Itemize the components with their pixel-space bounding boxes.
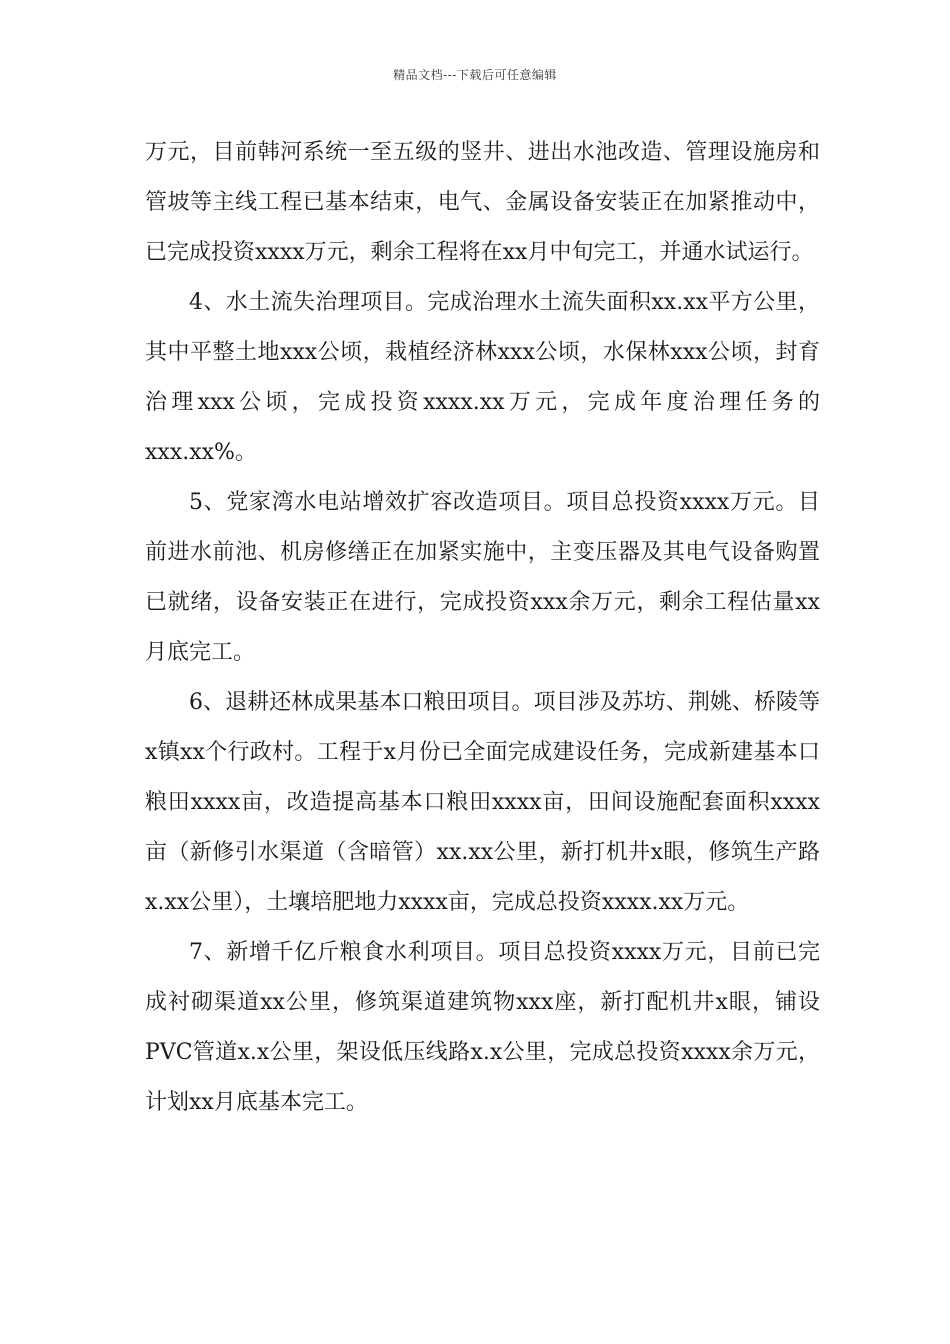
document-body (145, 128, 820, 1128)
page-header: 精品文档---下载后可任意编辑 (393, 68, 557, 82)
paragraph-item-5: 5、党家湾水电站增效扩容改造项目。项目总投资xxxx万元。目前进水前池、机房修缮正在加紧实施中，主变压器及其电气设备购置已就绪，设备安装正在进行，完成投资xxx余万元，剩余工程估量xx月底完工。 (145, 490, 820, 665)
paragraph-item-7: 7、新增千亿斤粮食水利项目。项目总投资xxxx万元，目前已完成衬砌渠道xx公里，修筑渠道建筑物xxx座，新打配机井x眼，铺设PVC管道x.x公里，架设低压线路x.x公里，完成总投资xxxx余万元，计划xx月底基本完工。 (145, 940, 820, 1115)
paragraph-item-6: 6、退耕还林成果基本口粮田项目。项目涉及苏坊、荆姚、桥陵等x镇xx个行政村。工程于x月份已全面完成建设任务，完成新建基本口粮田xxxx亩，改造提高基本口粮田xxxx亩，田间设施配套面积xxxx亩（新修引水渠道（含暗管）xx.xx公里，新打机井x眼，修筑生产路x.xx公里），土壤培肥地力xxxx亩，完成总投资xxxx.xx万元。 (145, 690, 820, 915)
paragraph-continuation: 万元，目前韩河系统一至五级的竖井、进出水池改造、管理设施房和管坡等主线工程已基本结束，电气、金属设备安装正在加紧推动中，已完成投资xxxx万元，剩余工程将在xx月中旬完工，并通水试运行。 (145, 140, 820, 265)
paragraph-item-4: 4、水土流失治理项目。完成治理水土流失面积xx.xx平方公里，其中平整土地xxx公顷，栽植经济林xxx公顷，水保林xxx公顷，封育治理xxx公顷，完成投资xxxx.xx万元，完成年度治理任务的xxx.xx%。 (145, 290, 820, 465)
